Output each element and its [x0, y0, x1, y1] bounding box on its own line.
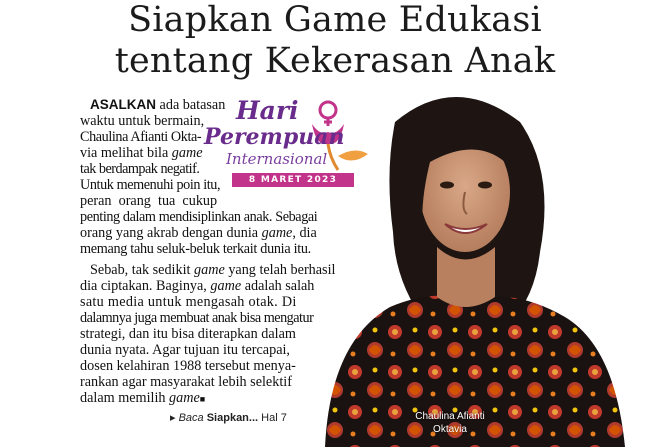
body-line-18: rankan agar masyarakat lebih selektif [80, 374, 292, 390]
photo-caption-line-2: Oktavia [433, 424, 467, 435]
body-line-7: peran orang tua cukup [80, 193, 218, 209]
badge-title-internasional: Internasional [226, 150, 328, 168]
badge-title-hari: Hari [236, 96, 299, 125]
womens-day-badge [200, 96, 390, 196]
body-line-4: via melihat bila game [80, 145, 203, 161]
end-mark: ■ [199, 394, 206, 404]
body-line-11: Sebab, tak sedikit game yang telah berhasil [90, 262, 336, 278]
body-line-13: satu media untuk mengasah otak. Di [80, 294, 297, 310]
badge-title-perempuan: Perempuan [204, 124, 345, 150]
headline-line-1: Siapkan Game Edukasi [128, 0, 542, 40]
badge-date: 8 MARET 2023 [232, 173, 354, 187]
body-line-16: dunia nyata. Agar tujuan itu tercapai, [80, 342, 290, 358]
body-line-15: strategi, dan itu bisa diterapkan dalam [80, 326, 296, 342]
headline-line-2: tentang Kekerasan Anak [114, 41, 556, 81]
body-line-3: Chaulina Afianti Okta- [80, 129, 202, 145]
body-line-6: Untuk memenuhi poin itu, [80, 177, 221, 193]
arrow-right-icon: ▸ [170, 412, 179, 424]
body-line-12: dia ciptakan. Baginya, game adalah salah [80, 278, 315, 294]
body-line-1: ASALKAN ada batasan [90, 97, 226, 113]
body-line-14: dalamnya juga membuat anak bisa mengatur [80, 310, 314, 326]
lead-word: ASALKAN [90, 97, 156, 112]
body-line-19: dalam memilih game■ [80, 390, 206, 406]
body-line-17: dosen kelahiran 1988 tersebut menya- [80, 358, 296, 374]
body-line-9: orang yang akrab dengan dunia game, dia [80, 225, 317, 241]
body-line-10: memang tahu seluk-beluk terkait dunia itu. [80, 241, 311, 257]
read-more-link[interactable]: ▸ Baca Siapkan... Hal 7 [170, 412, 287, 424]
photo-caption-line-1: Chaulina Afianti [415, 411, 485, 422]
body-line-2: waktu untuk bermain, [80, 113, 205, 129]
body-line-8: penting dalam mendisiplinkan anak. Sebagai [80, 209, 318, 225]
body-line-5: tak berdampak negatif. [80, 161, 200, 177]
